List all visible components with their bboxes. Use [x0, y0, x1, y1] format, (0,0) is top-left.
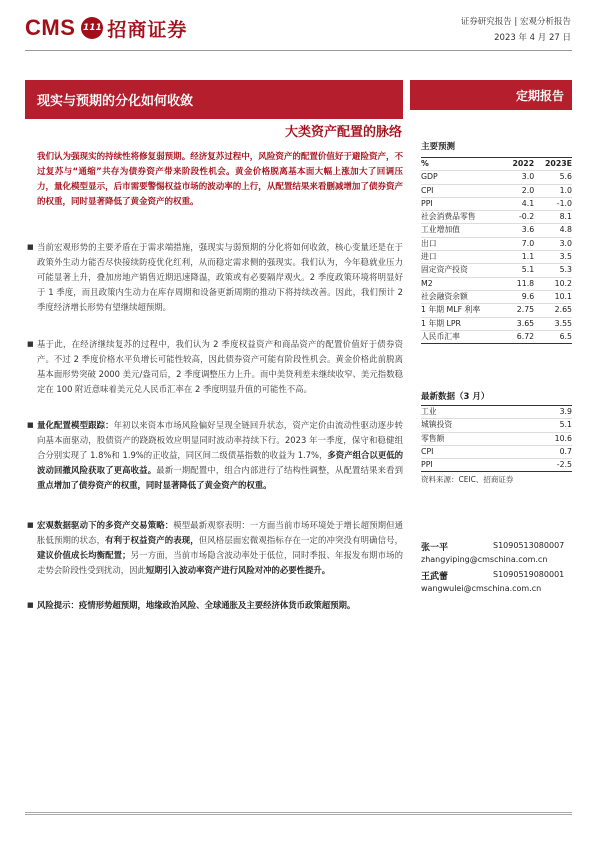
table-row — [421, 419, 572, 432]
table-row — [421, 264, 572, 277]
forecast-table — [421, 157, 572, 344]
table-header-row — [421, 158, 572, 171]
bullet-emphasis: 多资产组合以更低的波动回撤风险获取了更高收益。 — [37, 450, 403, 475]
bullet-emphasis: 建议价值成长均衡配置； — [37, 550, 131, 560]
bullet-text: 但风格层面宏微观指标存在一定的冲突没有明确信号， — [198, 535, 404, 545]
row-label: 1 年期 LPR — [421, 317, 504, 330]
table-row — [421, 445, 572, 458]
logo-latin: CMS — [25, 15, 76, 40]
footer-rule — [25, 812, 572, 813]
col-header: 2022 — [504, 158, 534, 171]
table-row — [421, 406, 572, 419]
brand-logo — [25, 14, 187, 42]
analyst-id: S1090513080007 — [493, 541, 565, 550]
analyst-name: 张一平 — [421, 543, 449, 553]
cell-value: 8.1 — [534, 211, 572, 224]
cell-value: 5.1 — [504, 264, 534, 277]
bullet-paragraph — [27, 418, 403, 493]
bullet-text: 另一方面，当前市场隐含波动率处于低位，同时季报、年报发布期市场的走势会阶段性受到扰动，因此 — [37, 550, 404, 575]
table-row — [421, 171, 572, 184]
report-subtitle: 大类资产配置的脉络 — [284, 125, 402, 140]
title-underline — [25, 118, 403, 119]
analyst-email[interactable]: wangwulei@cmschina.com.cn — [421, 584, 542, 593]
bullet-text: 年初以来资本市场风险偏好呈现全链回升状态，资产定价由流动性驱动逐步转向基本面驱动，股债资产的跷跷板效应明显同时波动率持续下行。2023 年一季度，保守和稳健组合分别实现了 1.8%和 1.9%的正收益，同区间二级债基指数的收益为 1.7%， — [37, 420, 404, 460]
cell-value: 3.5 — [534, 251, 572, 264]
bullet-text: 当前宏观形势的主要矛盾在于需求端措施，强现实与弱预期的分化将如何收敛，核心变量还是在于政策外生动力能否尽快接续防疫优化红利，从而稳定需求侧的强现实。我们认为，今年稳就业压力可能显著上升，叠加房地产销售近期迅速降温，政策或有必要隔岸观火。2 季度政策环境将明显好于 1 季度，而且政策内生动力在库存周期和设备更新周期的推动下将持续改善。因此，我们预计 2 季度经济增长形势有望继续超预期。 — [37, 242, 403, 312]
title-banner — [25, 80, 403, 118]
bullet-emphasis: 短期引入波动率资产进行风险对冲的必要性提升。 — [145, 565, 331, 575]
cell-value: 2.0 — [504, 184, 534, 197]
cell-value: 10.2 — [534, 277, 572, 290]
bullet-text: 模型最新观察表明：一方面当前市场环境处于增长超预期但通胀低预期的状态， — [37, 520, 404, 545]
row-label: PPI — [421, 459, 518, 472]
table-row — [421, 290, 572, 303]
row-label: M2 — [421, 277, 504, 290]
logo-badge-icon: 111 — [81, 17, 103, 39]
report-title: 现实与预期的分化如何收敛 — [37, 93, 194, 109]
cell-value: 1.0 — [534, 184, 572, 197]
bullet-emphasis: 重点增加了债券资产的权重，同时显著降低了黄金资产的权重。 — [37, 480, 272, 490]
cell-value: 3.0 — [504, 171, 534, 184]
bullet-heading: 宏观数据驱动下的多资产交易策略： — [37, 520, 174, 530]
cell-value: 5.6 — [534, 171, 572, 184]
row-label: 人民币汇率 — [421, 330, 504, 343]
bullet-paragraph — [27, 337, 403, 397]
cell-value: -0.2 — [504, 211, 534, 224]
cell-value: 5.3 — [534, 264, 572, 277]
row-label: 固定资产投资 — [421, 264, 504, 277]
table-row — [421, 432, 572, 445]
cell-value: 3.9 — [518, 406, 572, 419]
cell-value: 3.65 — [504, 317, 534, 330]
table-row — [421, 317, 572, 330]
bullet-paragraph — [27, 240, 403, 315]
table-row — [421, 304, 572, 317]
risk-warning: 风险提示：疫情形势超预期，地缘政治风险、全球通胀及主要经济体货币政策超预期。 — [37, 600, 356, 610]
bullet-emphasis: 有利于权益资产的表现， — [105, 535, 199, 545]
row-label: 工业 — [421, 406, 518, 419]
row-label: 工业增加值 — [421, 224, 504, 237]
cell-value: 1.1 — [504, 251, 534, 264]
bullet-paragraph — [27, 598, 403, 613]
cell-value: 3.55 — [534, 317, 572, 330]
cell-value: 7.0 — [504, 237, 534, 250]
bullet-heading: 量化配置模型跟踪： — [37, 420, 114, 430]
header-divider — [25, 50, 572, 51]
row-label: CPI — [421, 445, 518, 458]
cell-value: 6.72 — [504, 330, 534, 343]
cell-value: 10.6 — [518, 432, 572, 445]
lead-summary: 我们认为强现实的持续性将修复弱预期。经济复苏过程中，风险资产的配置价值好于避险资产，不过复苏与“通缩”共存为债券资产带来阶段性机会。黄金价格脱离基本面大幅上涨加大了回调压力，量化模型显示，后市需要警惕权益市场的波动率的上行，从配置结果来看删减增加了债券资产的权重，同时显著降低了黄金资产的权重。 — [37, 152, 403, 207]
cell-value: 5.1 — [518, 419, 572, 432]
row-label: 出口 — [421, 237, 504, 250]
forecast-title: 主要预测 — [421, 142, 456, 152]
table-row — [421, 330, 572, 343]
cell-value: 4.1 — [504, 197, 534, 210]
cell-value: 0.7 — [518, 445, 572, 458]
report-type: 证券研究报告 | 宏观分析报告 — [460, 17, 571, 27]
report-date: 2023 年 4 月 27 日 — [494, 33, 571, 43]
cell-value: 11.8 — [504, 277, 534, 290]
cell-value: 4.8 — [534, 224, 572, 237]
cell-value: 3.0 — [534, 237, 572, 250]
row-label: 城镇投资 — [421, 419, 518, 432]
table-row — [421, 459, 572, 472]
table-row — [421, 211, 572, 224]
report-category-tag: 定期报告 — [410, 80, 572, 110]
table-row — [421, 224, 572, 237]
cell-value: 2.75 — [504, 304, 534, 317]
row-label: 1 年期 MLF 利率 — [421, 304, 504, 317]
cell-value: -2.5 — [518, 459, 572, 472]
row-label: CPI — [421, 184, 504, 197]
analyst-name: 王武蕾 — [421, 572, 449, 582]
logo-chinese: 招商证券 — [107, 18, 188, 41]
bullet-text: 最新一期配置中，组合内部进行了结构性调整，从配置结果来看到 — [156, 465, 404, 475]
source-note: 资料来源：CEIC、招商证券 — [421, 475, 514, 484]
col-header: % — [421, 158, 504, 171]
cell-value: 10.1 — [534, 290, 572, 303]
cell-value: 6.5 — [534, 330, 572, 343]
analyst-email[interactable]: zhangyiping@cmschina.com.cn — [421, 555, 548, 564]
table-row — [421, 237, 572, 250]
row-label: 进口 — [421, 251, 504, 264]
row-label: 零售额 — [421, 432, 518, 445]
row-label: 社会融资余额 — [421, 290, 504, 303]
latest-table — [421, 405, 572, 472]
cell-value: -1.0 — [534, 197, 572, 210]
row-label: GDP — [421, 171, 504, 184]
bullet-text: 基于此，在经济继续复苏的过程中，我们认为 2 季度权益资产和商品资产的配置价值好于债券资产。不过 2 季度价格水平负增长可能性较高，因此债券资产可能有阶段性机会。黄金价格此前脱离基本面形势突破 2000 美元/盎司后，2 季度调整压力上升。而中美贷利差未继续收窄、美元指数稳定在 100 附近意味着美元兑人民币汇率在 2 季度明显升值的可能性不高。 — [37, 339, 403, 394]
analyst-id: S1090519080001 — [493, 570, 565, 579]
row-label: PPI — [421, 197, 504, 210]
table-row — [421, 277, 572, 290]
row-label: 社会消费品零售 — [421, 211, 504, 224]
col-header: 2023E — [534, 158, 572, 171]
cell-value: 2.65 — [534, 304, 572, 317]
table-row — [421, 251, 572, 264]
cell-value: 3.6 — [504, 224, 534, 237]
footer-rule — [25, 814, 572, 815]
table-row — [421, 184, 572, 197]
table-row — [421, 197, 572, 210]
latest-title: 最新数据（3 月） — [421, 392, 490, 402]
cell-value: 9.6 — [504, 290, 534, 303]
bullet-paragraph — [27, 518, 403, 578]
